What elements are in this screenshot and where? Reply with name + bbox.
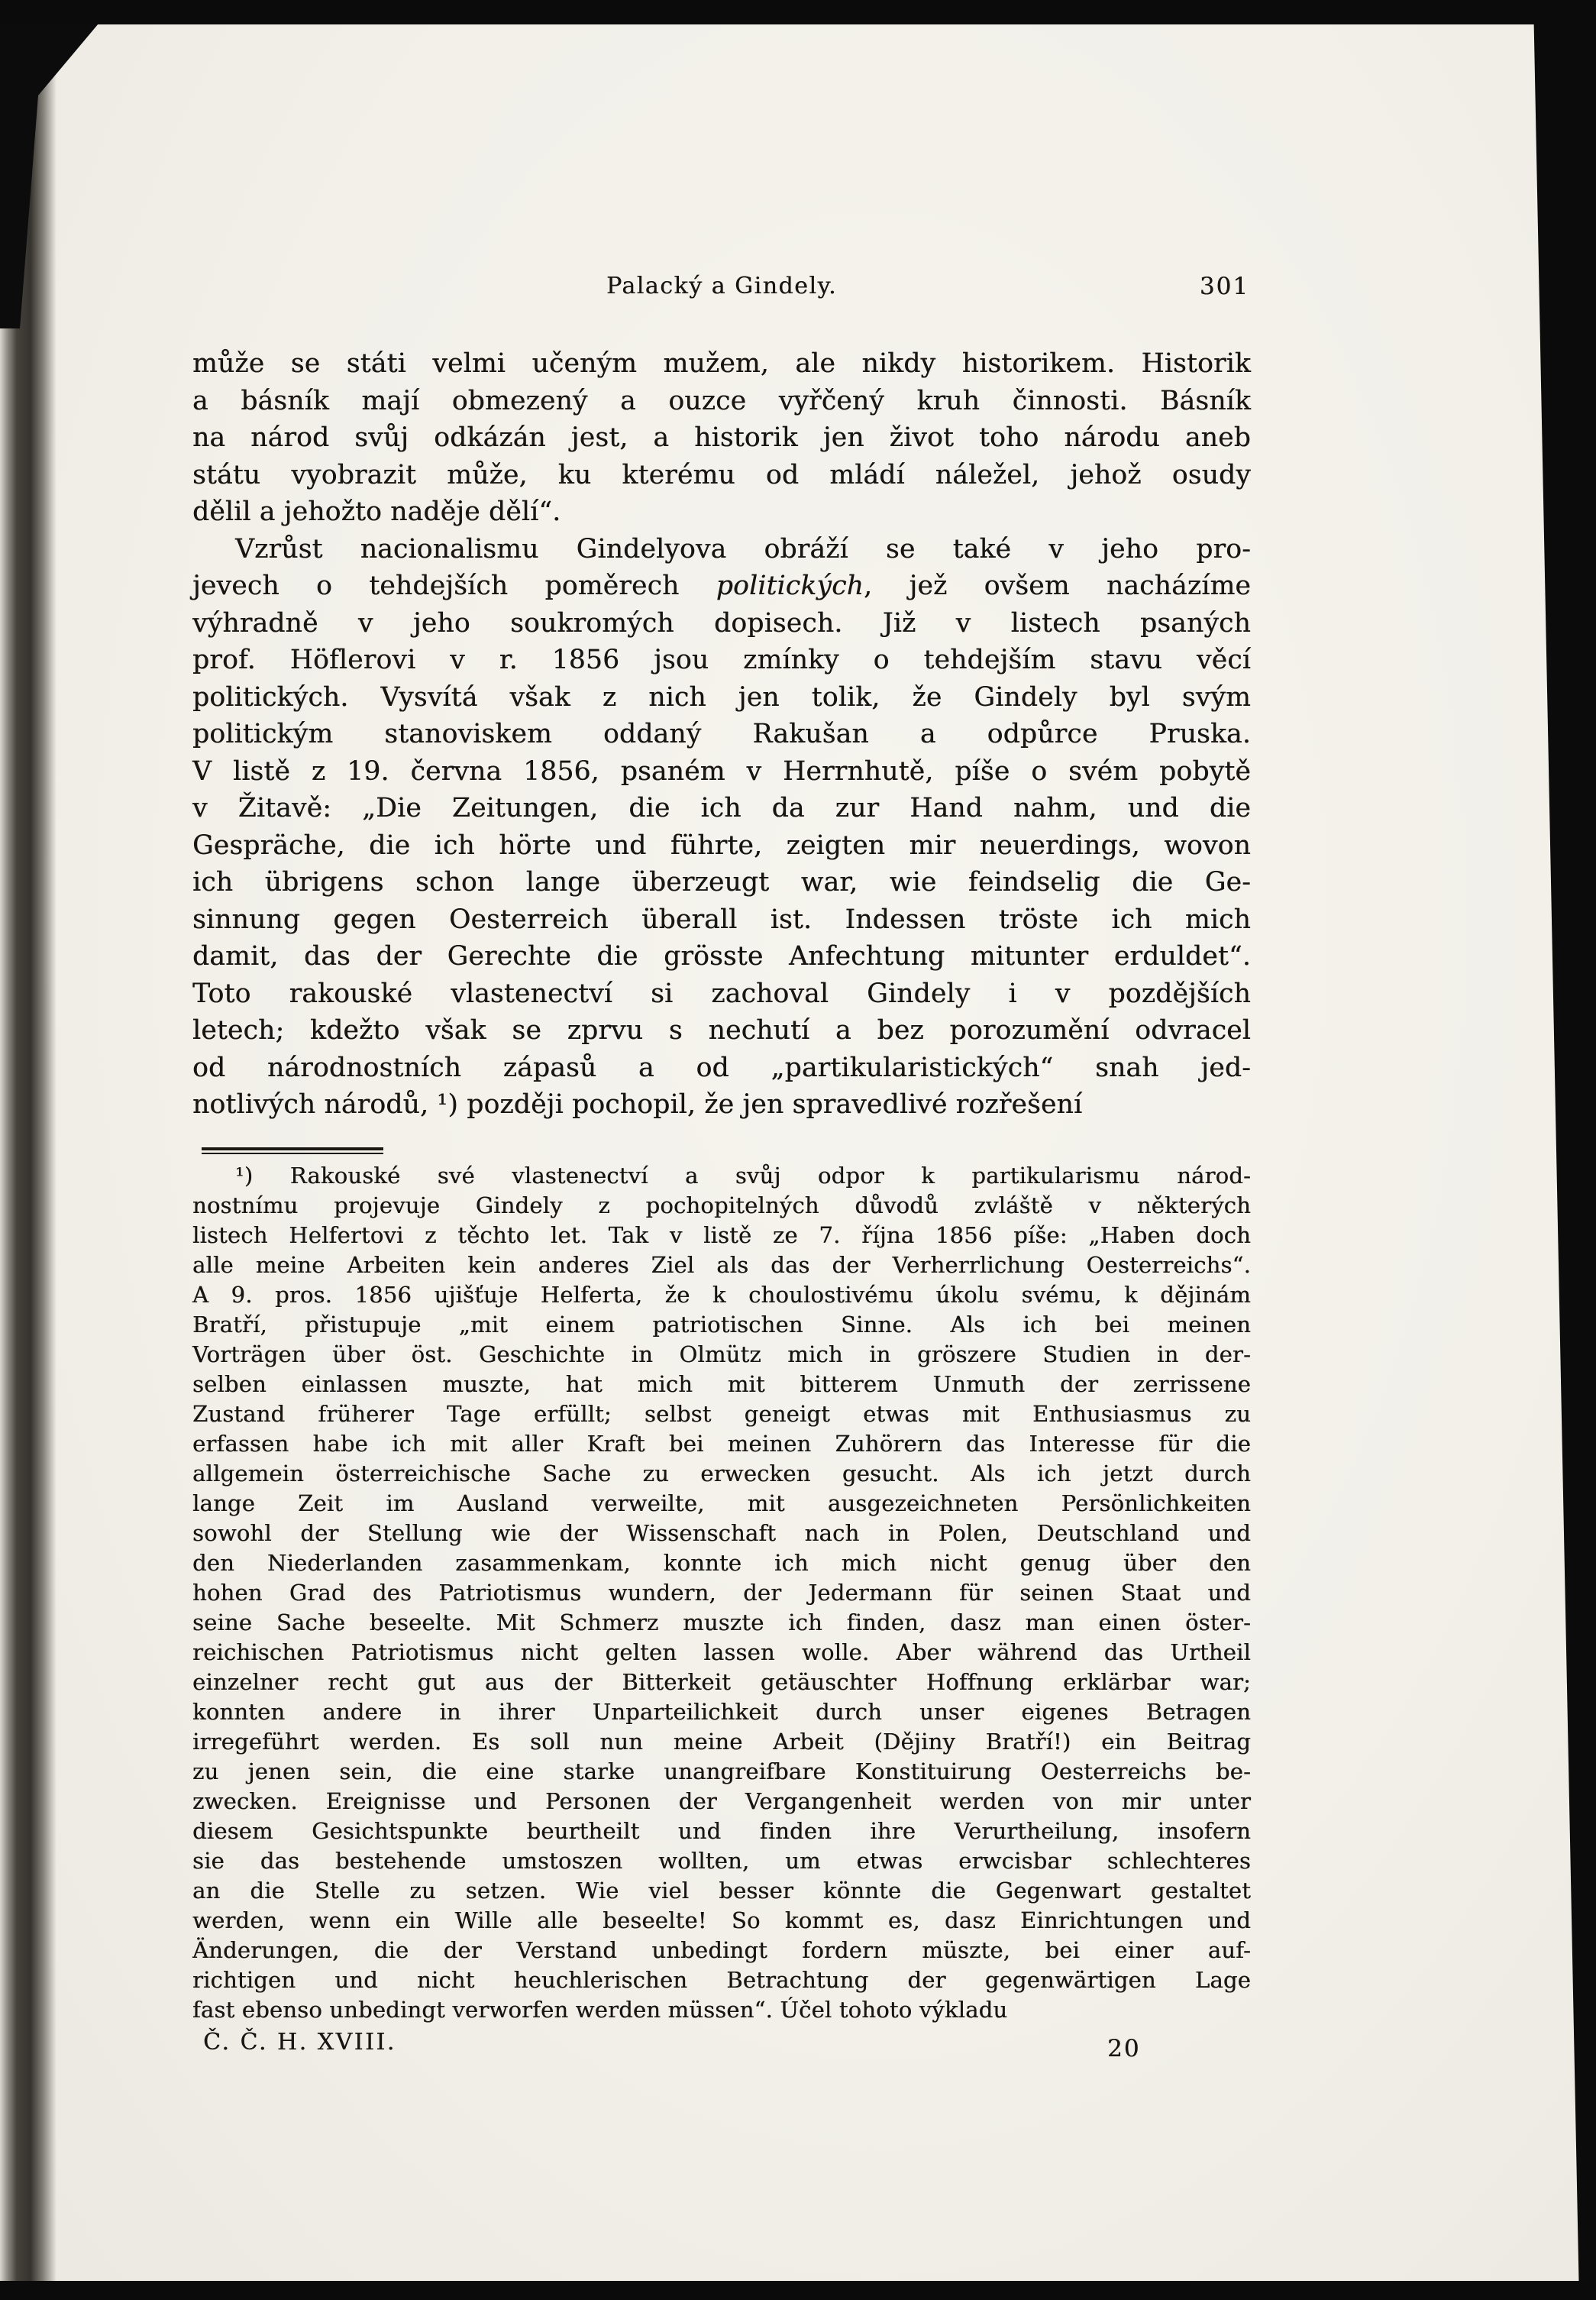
running-header — [192, 272, 1251, 301]
running-header-title: Palacký a Gindely. — [606, 273, 838, 299]
text-line: dělil a jehožto naděje dělí“. — [192, 497, 561, 527]
text-line: Zustand früherer Tage erfüllt; selbst geneigt etwas mit Enthusiasmus zu — [192, 1401, 1251, 1427]
text-line: Toto rakouské vlastenectví si zachoval Gindely i v pozdějších — [192, 978, 1251, 1009]
text-line: notlivých národů, ¹) později pochopil, že jen spravedlivé rozřešení — [192, 1089, 1083, 1120]
text-line: an die Stelle zu setzen. Wie viel besser könnte die Gegenwart gestaltet — [192, 1878, 1251, 1904]
text-line: zu jenen sein, die eine starke unangreifbare Konstituirung Oesterreichs be- — [192, 1758, 1251, 1784]
text-line: od národnostních zápasů a od „partikularistických“ snah jed- — [192, 1052, 1251, 1083]
text-line: na národ svůj odkázán jest, a historik jen život toho národu aneb — [192, 422, 1251, 453]
body-text — [192, 345, 1251, 1124]
footnote-separator-rule — [202, 1147, 383, 1154]
footnote-text — [192, 1161, 1251, 2025]
text-line: selben einlassen muszte, hat mich mit bitterem Unmuth der zerrissene — [192, 1371, 1251, 1397]
text-line: Bratří, přistupuje „mit einem patriotischen Sinne. Als ich bei meinen — [192, 1312, 1251, 1338]
text-block — [192, 0, 1251, 2300]
text-line: den Niederlanden zasammenkam, konnte ich mich nicht genug über den — [192, 1550, 1251, 1576]
text-line: Vzrůst nacionalismu Gindelyova obráží se také v jeho pro- — [235, 533, 1251, 564]
text-line: sinnung gegen Oesterreich überall ist. Indessen tröste ich mich — [192, 904, 1251, 935]
text-line: státu vyobrazit může, ku kterému od mládí náležel, jehož osudy — [192, 459, 1251, 490]
printer-sheet-number: 20 — [1107, 2035, 1141, 2062]
text-line: prof. Höflerovi v r. 1856 jsou zmínky o tehdejším stavu věcí — [192, 645, 1251, 675]
text-line: allgemein österreichische Sache zu erwecken gesucht. Als ich jetzt durch — [192, 1461, 1251, 1486]
text-line: A 9. pros. 1856 ujišťuje Helferta, že k choulostivému úkolu svému, k dějinám — [192, 1282, 1251, 1308]
page-number: 301 — [1199, 273, 1249, 300]
text-line: alle meine Arbeiten kein anderes Ziel als das der Verherrlichung Oesterreichs“. — [192, 1252, 1251, 1278]
page-footer — [192, 2029, 1251, 2067]
text-line: reichischen Patriotismus nicht gelten lassen wolle. Aber während das Urtheil — [192, 1639, 1251, 1665]
text-line: seine Sache beseelte. Mit Schmerz muszte ich finden, dasz man einen öster- — [192, 1609, 1251, 1635]
text-line: einzelner recht gut aus der Bitterkeit getäuschter Hoffnung erklärbar war; — [192, 1669, 1251, 1695]
text-line: v Žitavě: „Die Zeitungen, die ich da zur Hand nahm, und die — [192, 793, 1251, 823]
text-line: lange Zeit im Ausland verweilte, mit ausgezeichneten Persönlichkeiten — [192, 1490, 1251, 1516]
text-line: fast ebenso unbedingt verworfen werden müssen“. Účel tohoto výkladu — [192, 1997, 1008, 2023]
text-line: politických. Vysvítá však z nich jen tolik, že Gindely byl svým — [192, 681, 1251, 713]
text-line: politickým stanoviskem oddaný Rakušan a odpůrce Pruska. — [192, 719, 1251, 749]
text-line: werden, wenn ein Wille alle beseelte! So kommt es, dasz Einrichtungen und — [192, 1907, 1251, 1933]
text-line: sie das bestehende umstoszen wollten, um etwas erwcisbar schlechteres — [192, 1848, 1251, 1874]
text-line: diesem Gesichtspunkte beurtheilt und finden ihre Verurtheilung, insofern — [192, 1818, 1251, 1844]
text-line: richtigen und nicht heuchlerischen Betrachtung der gegenwärtigen Lage — [192, 1967, 1251, 1993]
text-line: ¹) Rakouské své vlastenectví a svůj odpor k partikularismu národ- — [235, 1163, 1251, 1189]
text-line: jevech o tehdejších poměrech politických, jež ovšem nacházíme — [192, 571, 1251, 601]
text-line: letech; kdežto však se zprvu s nechutí a bez porozumění odvracel — [192, 1015, 1251, 1046]
text-line: erfassen habe ich mit aller Kraft bei meinen Zuhörern das Interesse für die — [192, 1431, 1251, 1457]
text-line: ich übrigens schon lange überzeugt war, wie feindselig die Ge- — [192, 867, 1251, 898]
text-line: V listě z 19. června 1856, psaném v Herrnhutě, píše o svém pobytě — [192, 755, 1251, 787]
text-line: sowohl der Stellung wie der Wissenschaft nach in Polen, Deutschland und — [192, 1520, 1251, 1546]
text-line: hohen Grad des Patriotismus wundern, der Jedermann für seinen Staat und — [192, 1580, 1251, 1606]
text-line: výhradně v jeho soukromých dopisech. Již v listech psaných — [192, 607, 1251, 639]
text-line: může se státi velmi učeným mužem, ale nikdy historikem. Historik — [192, 348, 1251, 379]
journal-volume-signature: Č. Č. H. XVIII. — [203, 2029, 396, 2056]
scan-gutter-shadow-left — [0, 0, 57, 2300]
text-line: a básník mají obmezený a ouzce vyřčený kruh činnosti. Básník — [192, 385, 1251, 416]
text-line: zwecken. Ereignisse und Personen der Vergangenheit werden von mir unter — [192, 1788, 1251, 1814]
text-line: irregeführt werden. Es soll nun meine Arbeit (Dějiny Bratří!) ein Beitrag — [192, 1729, 1251, 1755]
text-line: Vorträgen über öst. Geschichte in Olmütz mich in gröszere Studien in der- — [192, 1341, 1251, 1367]
text-line: konnten andere in ihrer Unparteilichkeit durch unser eigenes Betragen — [192, 1699, 1251, 1725]
text-line: nostnímu projevuje Gindely z pochopitelných důvodů zvláště v některých — [192, 1192, 1251, 1218]
text-line: damit, das der Gerechte die grösste Anfechtung mitunter erduldet“. — [192, 941, 1251, 972]
text-line: Gespräche, die ich hörte und führte, zeigten mir neuerdings, wovon — [192, 830, 1251, 861]
text-line: Änderungen, die der Verstand unbedingt fordern müszte, bei einer auf- — [192, 1937, 1251, 1963]
text-line: listech Helfertovi z těchto let. Tak v listě ze 7. října 1856 píše: „Haben doch — [192, 1222, 1251, 1248]
